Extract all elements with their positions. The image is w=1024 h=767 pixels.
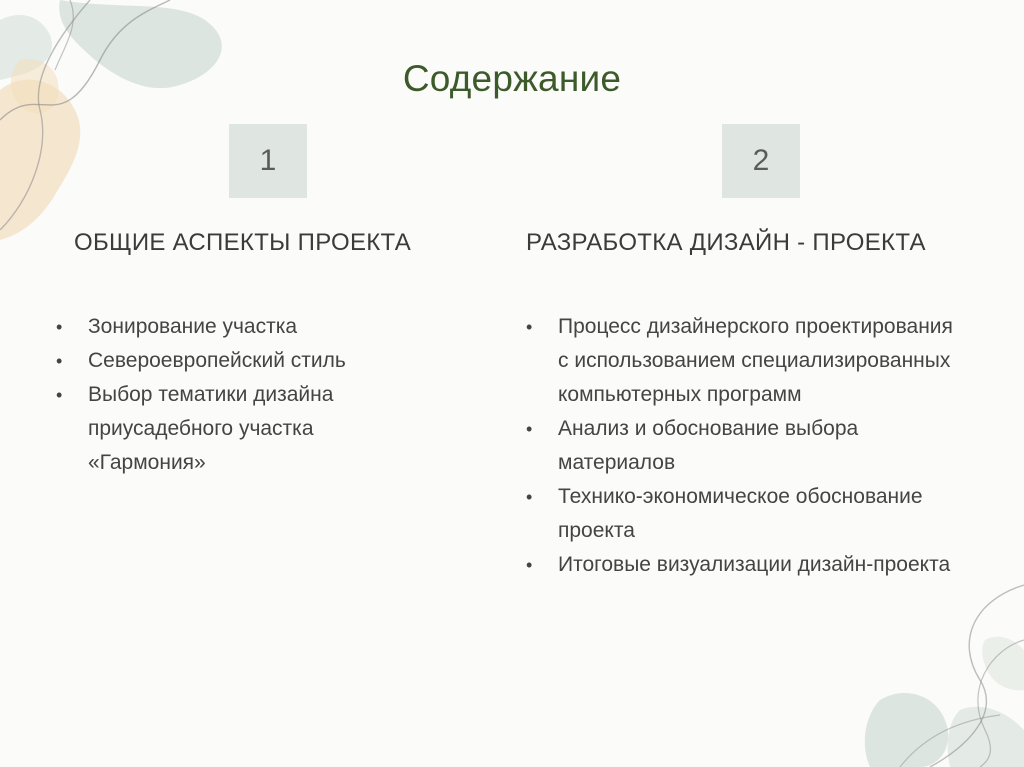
- slide-title: Содержание: [402, 58, 622, 99]
- list-item: • Итоговые визуализации дизайн-проекта: [522, 548, 962, 582]
- section-number-1: 1: [229, 124, 307, 198]
- section-number-2: 2: [722, 124, 800, 198]
- list-item: • Североевропейский стиль: [52, 344, 432, 378]
- list-item: • Процесс дизайнерского проектирования с использованием специализированных компьютерных программ: [522, 310, 962, 412]
- section-heading-2: РАЗРАБОТКА ДИЗАЙН - ПРОЕКТА: [526, 229, 926, 256]
- section-heading-1: ОБЩИЕ АСПЕКТЫ ПРОЕКТА: [74, 229, 412, 256]
- list-item: • Технико-экономическое обоснование проекта: [522, 480, 962, 548]
- list-item: • Зонирование участка: [52, 310, 432, 344]
- list-item: • Анализ и обоснование выбора материалов: [522, 412, 962, 480]
- section-2-list: [522, 310, 962, 582]
- section-1-list: [52, 310, 432, 480]
- list-item: • Выбор тематики дизайна приусадебного участка «Гармония»: [52, 378, 432, 480]
